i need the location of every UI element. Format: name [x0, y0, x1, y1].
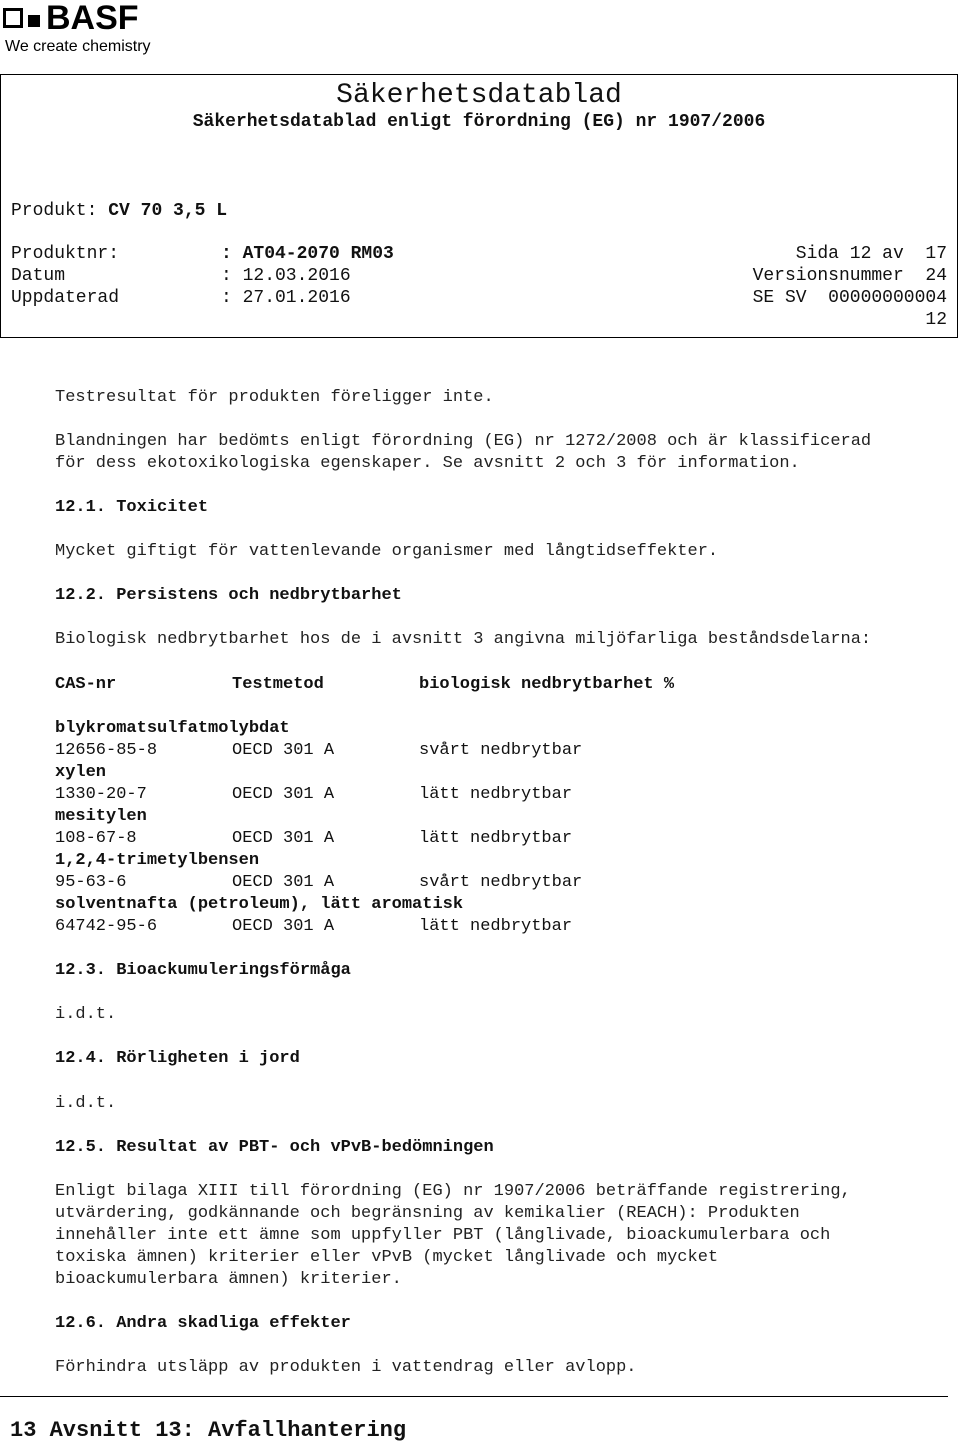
table-row-cas: 108-67-8: [55, 829, 137, 848]
table-header-cas: CAS-nr: [55, 675, 117, 694]
table-row-method: OECD 301 A: [232, 741, 335, 760]
meta-label-product-number: Produktnr:: [11, 244, 120, 264]
meta-value-product-number: : AT04-2070 RM03: [221, 244, 394, 264]
document-header: [0, 74, 958, 338]
basf-logo-mark: [3, 0, 139, 37]
section-12-2-heading: 12.2. Persistens och nedbrytbarhet: [55, 586, 402, 605]
meta-language-code: SE SV 00000000004: [752, 288, 947, 308]
section-12-3-text: i.d.t.: [55, 1005, 117, 1024]
page-title: Säkerhetsdatablad: [336, 80, 622, 111]
page-subtitle: Säkerhetsdatablad enligt förordning (EG) nr 1907/2006: [192, 112, 766, 132]
basf-logo: [0, 0, 200, 60]
meta-label-updated: Uppdaterad: [11, 288, 120, 308]
meta-label-date: Datum: [11, 266, 66, 286]
meta-value-date: : 12.03.2016: [221, 266, 351, 286]
section-12-6-text: Förhindra utsläpp av produkten i vattendrag eller avlopp.: [55, 1358, 637, 1377]
section-12-2-text: Biologisk nedbrytbarhet hos de i avsnitt 3 angivna miljöfarliga beståndsdelarna:: [55, 630, 872, 649]
table-row-result: lätt nedbrytbar: [419, 829, 573, 848]
logo-square-outline: [3, 8, 23, 28]
intro-classification-line-2: för dess ekotoxikologiska egenskaper. Se avsnitt 2 och 3 för information.: [55, 454, 800, 473]
section-12-5-line: innehåller inte ett ämne som uppfyller PBT (långlivade, bioackumulerbara och: [55, 1226, 831, 1245]
section-12-1-heading: 12.1. Toxicitet: [55, 498, 209, 517]
section-12-5-line: Enligt bilaga XIII till förordning (EG) nr 1907/2006 beträffande registrering,: [55, 1182, 851, 1201]
table-row-method: OECD 301 A: [232, 829, 335, 848]
table-row-substance-name: solventnafta (petroleum), lätt aromatisk: [55, 895, 464, 914]
table-row-method: OECD 301 A: [232, 917, 335, 936]
table-row-substance-name: xylen: [55, 763, 107, 782]
table-header-method: Testmetod: [232, 675, 324, 694]
table-row-cas: 64742-95-6: [55, 917, 158, 936]
section-12-3-heading: 12.3. Bioackumuleringsförmåga: [55, 961, 351, 980]
logo-brand-text: BASF: [46, 0, 139, 37]
section-12-5-line: bioackumulerbara ämnen) kriterier.: [55, 1270, 402, 1289]
section-12-5-line: toxiska ämnen) kriterier eller vPvB (mycket långlivade och mycket: [55, 1248, 719, 1267]
section-12-1-text: Mycket giftigt för vattenlevande organismer med långtidseffekter.: [55, 542, 719, 561]
table-row-result: lätt nedbrytbar: [419, 785, 573, 804]
table-row-cas: 1330-20-7: [55, 785, 147, 804]
table-row-substance-name: mesitylen: [55, 807, 147, 826]
table-row-result: lätt nedbrytbar: [419, 917, 573, 936]
table-row-cas: 12656-85-8: [55, 741, 158, 760]
logo-square-filled: [28, 15, 40, 27]
meta-version-number: Versionsnummer 24: [752, 266, 947, 286]
table-row-cas: 95-63-6: [55, 873, 127, 892]
table-row-substance-name: 1,2,4-trimetylbensen: [55, 851, 260, 870]
table-row-substance-name: blykromatsulfatmolybdat: [55, 719, 290, 738]
section-12-4-text: i.d.t.: [55, 1094, 117, 1113]
table-row-method: OECD 301 A: [232, 785, 335, 804]
product-label: Produkt:: [11, 201, 98, 221]
section-12-6-heading: 12.6. Andra skadliga effekter: [55, 1314, 351, 1333]
intro-test-results: Testresultat för produkten föreligger inte.: [55, 388, 494, 407]
table-row-method: OECD 301 A: [232, 873, 335, 892]
logo-tagline: We create chemistry: [5, 38, 151, 55]
meta-value-updated: : 27.01.2016: [221, 288, 351, 308]
table-row-result: svårt nedbrytbar: [419, 873, 583, 892]
section-12-5-heading: 12.5. Resultat av PBT- och vPvB-bedömningen: [55, 1138, 494, 1157]
table-row-result: svårt nedbrytbar: [419, 741, 583, 760]
product-line: [11, 201, 227, 221]
table-header-degradability: biologisk nedbrytbarhet %: [419, 675, 675, 694]
section-divider: [0, 1396, 948, 1397]
intro-classification-line-1: Blandningen har bedömts enligt förordning (EG) nr 1272/2008 och är klassificerad: [55, 432, 872, 451]
section-12-4-heading: 12.4. Rörligheten i jord: [55, 1049, 300, 1068]
section-12-5-line: utvärdering, godkännande och begränsning av kemikalier (REACH): Produkten: [55, 1204, 800, 1223]
meta-page-number: Sida 12 av 17: [795, 244, 947, 264]
product-value: CV 70 3,5 L: [108, 201, 228, 221]
meta-section-number: 12: [925, 310, 947, 330]
section-13-heading: 13 Avsnitt 13: Avfallhantering: [10, 1418, 407, 1443]
